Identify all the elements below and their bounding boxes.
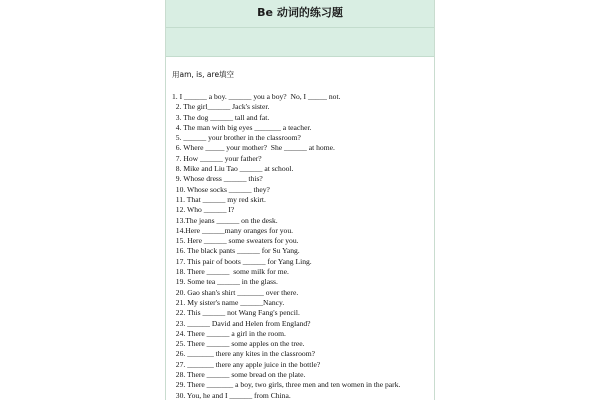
question-item: 3. The dog ______ tall and fat.	[172, 112, 270, 122]
question-item: 9. Whose dress ______ this?	[172, 174, 263, 184]
question-item: 7. How ______ your father?	[172, 153, 262, 163]
question-item: 29. There _______ a boy, two girls, three men and ten women in the park.	[172, 380, 401, 390]
header-band	[166, 28, 434, 57]
question-item: 4. The man with big eyes _______ a teacher.	[172, 122, 312, 132]
question-item: 15. Here ______ some sweaters for you.	[172, 236, 299, 246]
question-item: 2. The girl______ Jack's sister.	[172, 102, 270, 112]
question-item: 20. Gao shan's shirt _______ over there.	[172, 287, 299, 297]
question-item: 10. Whose socks ______ they?	[172, 184, 270, 194]
question-item: 30. You, he and I ______ from China.	[172, 390, 291, 400]
question-item: 5. ______ your brother in the classroom?	[172, 133, 301, 143]
question-item: 22. This ______ not Wang Fang's pencil.	[172, 308, 300, 318]
question-item: 25. There ______ some apples on the tree.	[172, 339, 305, 349]
question-item: 27. _______ there any apple juice in the bottle?	[172, 359, 321, 369]
question-item: 26. _______ there any kites in the classroom?	[172, 349, 315, 359]
question-item: 23. ______ David and Helen from England?	[172, 318, 311, 328]
question-item: 12. Who ______ I?	[172, 205, 235, 215]
question-item: 1. I ______ a boy. ______ you a boy? No, I _____ not.	[172, 92, 341, 101]
question-item: 16. The black pants ______ for Su Yang.	[172, 246, 300, 256]
instruction-text: 用am, is, are填空	[172, 70, 235, 79]
question-item: 24. There ______ a girl in the room.	[172, 328, 286, 338]
question-item: 8. Mike and Liu Tao ______ at school.	[172, 164, 294, 174]
question-item: 17. This pair of boots ______ for Yang Ling.	[172, 256, 312, 266]
question-item: 21. My sister's name ______Nancy.	[172, 297, 285, 307]
question-list	[166, 92, 434, 400]
document-frame	[165, 0, 435, 400]
question-item: 18. There ______ some milk for me.	[172, 267, 289, 277]
question-item: 13.The jeans ______ on the desk.	[172, 215, 278, 225]
question-item: 28. There ______ some bread on the plate.	[172, 370, 306, 380]
page-title: Be 动词的练习题	[166, 0, 434, 28]
question-item: 14.Here ______many oranges for you.	[172, 225, 294, 235]
question-item: 19. Some tea ______ in the glass.	[172, 277, 278, 287]
question-item: 11. That ______ my red skirt.	[172, 194, 266, 204]
question-item: 6. Where _____ your mother? She ______ at home.	[172, 143, 335, 153]
